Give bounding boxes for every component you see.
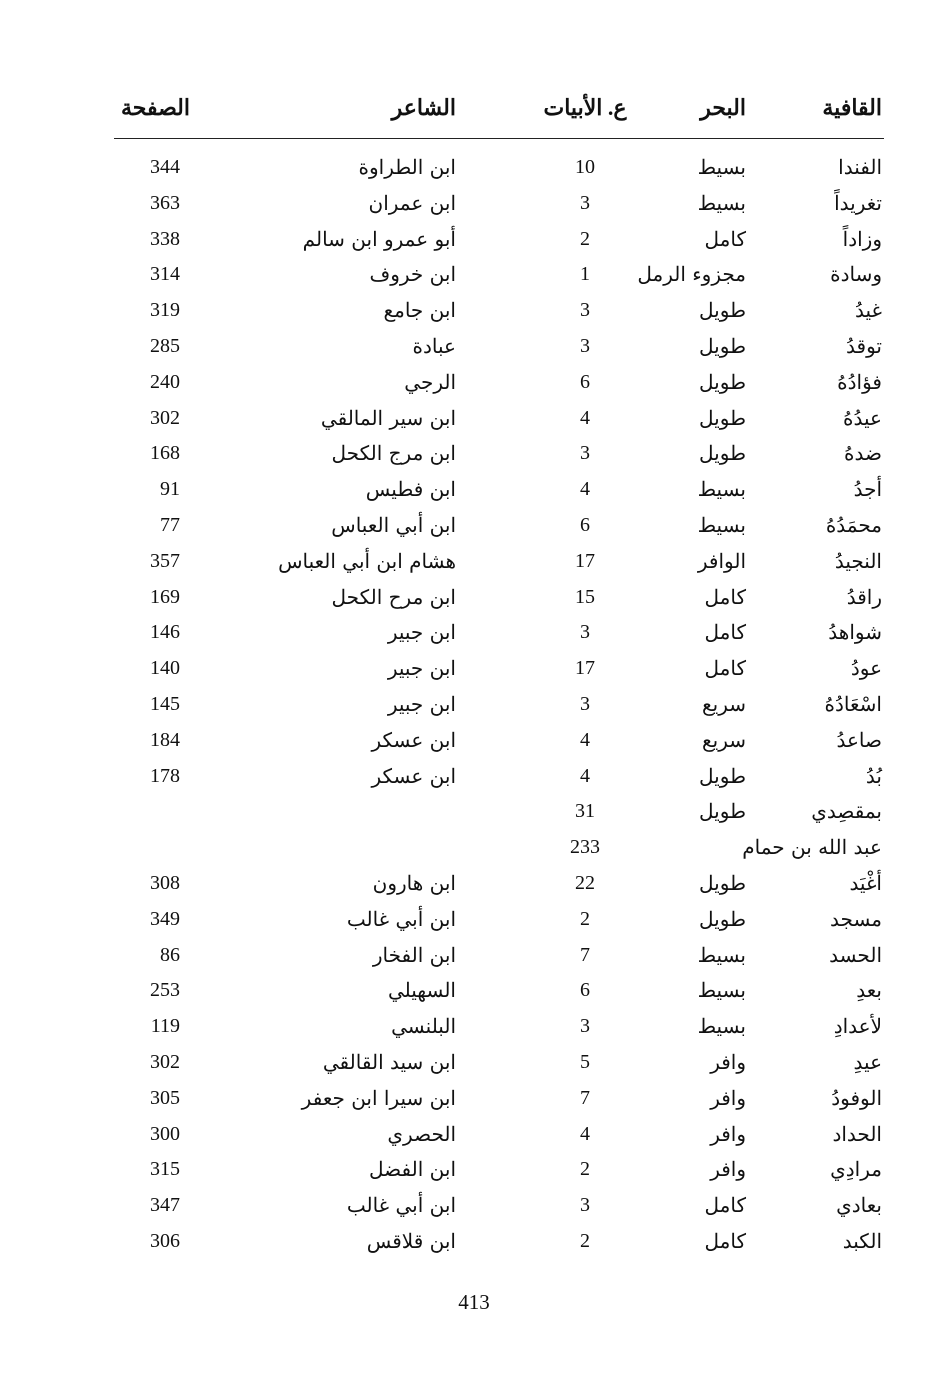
table-row [0, 150, 948, 184]
row-page: 319 [150, 299, 180, 322]
row-verse-count: 6 [580, 979, 590, 1002]
row-verse-count: 1 [580, 263, 590, 286]
row-qafiya: تغريداً [834, 190, 882, 215]
row-poet: ابن الفضل [369, 1157, 456, 1182]
row-bahr: كامل [704, 226, 746, 251]
row-page: 240 [150, 370, 180, 393]
row-qafiya: بُدُ [865, 763, 882, 788]
row-bahr: الوافر [697, 548, 746, 573]
row-verse-count: 17 [575, 657, 595, 680]
row-page: 338 [150, 227, 180, 250]
row-verse-count: 17 [575, 549, 595, 572]
row-verse-count: 4 [580, 478, 590, 501]
row-qafiya: أغْيَد [849, 871, 882, 895]
row-verse-count: 22 [575, 872, 595, 894]
row-page: 145 [150, 693, 180, 715]
row-verse-count: 15 [575, 585, 595, 608]
row-qafiya: توقدُ [846, 334, 882, 358]
row-verse-count: 2 [580, 1230, 590, 1252]
table-row [0, 973, 948, 1007]
row-qafiya: محمَدُهُ [825, 513, 882, 537]
row-bahr: وافر [710, 1157, 746, 1182]
row-page: 86 [160, 943, 180, 966]
row-page: 302 [150, 1051, 180, 1073]
row-qafiya: غيدُ [855, 298, 882, 323]
row-verse-count: 2 [580, 907, 590, 930]
row-poet: ابن جبير [387, 620, 456, 645]
table-row [0, 401, 948, 435]
table-row [0, 1188, 948, 1222]
table-row [0, 186, 948, 220]
table-row [0, 1081, 948, 1115]
row-poet: البلنسي [391, 1014, 456, 1039]
row-verse-count: 6 [580, 514, 590, 536]
header-bahr: البحر [700, 95, 746, 121]
table-row [0, 723, 948, 757]
table-row [0, 580, 948, 614]
row-verse-count: 3 [580, 335, 590, 357]
row-bahr: بسيط [697, 978, 746, 1003]
table-row [0, 365, 948, 399]
row-poet: ابن مرح الكحل [331, 584, 456, 609]
row-bahr: طويل [699, 799, 746, 824]
row-verse-count: 3 [580, 1015, 590, 1038]
row-bahr: طويل [699, 441, 746, 466]
row-verse-count: 3 [580, 299, 590, 322]
row-poet: ابن مرج الكحل [331, 441, 456, 466]
row-bahr: سريع [701, 727, 746, 752]
row-qafiya: الحداد [832, 1121, 882, 1146]
row-verse-count: 2 [580, 1158, 590, 1181]
row-poet: الرجي [404, 369, 456, 394]
row-verse-count: 6 [580, 370, 590, 393]
row-bahr: بسيط [697, 155, 746, 179]
row-verse-count: 3 [580, 191, 590, 214]
table-row [0, 329, 948, 363]
row-qafiya: الكبد [842, 1229, 882, 1253]
row-page: 140 [150, 657, 180, 680]
row-bahr: طويل [699, 906, 746, 931]
row-qafiya: عودُ [850, 656, 882, 681]
row-poet: ابن سيرا ابن جعفر [301, 1085, 456, 1110]
row-verse-count: 233 [570, 836, 600, 859]
row-poet: ابن خروف [369, 262, 456, 287]
row-poet: ابن الفخار [372, 942, 456, 967]
table-row [0, 866, 948, 900]
row-qafiya: ضدهُ [844, 441, 882, 466]
row-poet: ابن عمران [368, 190, 456, 215]
row-poet: الحصري [387, 1121, 456, 1146]
row-bahr: وافر [710, 1085, 746, 1110]
row-poet: ابن جبير [387, 692, 456, 716]
row-qafiya: الفندا [838, 155, 882, 179]
table-header [0, 88, 948, 128]
row-verse-count: 3 [580, 442, 590, 465]
row-bahr: طويل [699, 298, 746, 323]
row-page: 119 [150, 1015, 180, 1038]
row-section-label: عبد الله بن حمام [742, 835, 882, 860]
row-page: 146 [150, 621, 180, 644]
row-page: 253 [150, 979, 180, 1002]
row-verse-count: 4 [580, 406, 590, 429]
row-bahr: بسيط [697, 190, 746, 215]
row-bahr: طويل [699, 871, 746, 895]
row-qafiya: النجيدُ [834, 548, 882, 573]
row-bahr: طويل [699, 334, 746, 358]
row-qafiya: مرادِي [830, 1157, 882, 1182]
row-page: 315 [150, 1158, 180, 1181]
table-row [0, 651, 948, 685]
row-qafiya: الحسد [829, 942, 882, 967]
row-poet: ابن عسكر [371, 727, 456, 752]
row-page: 168 [150, 442, 180, 465]
table-row [0, 1152, 948, 1186]
row-qafiya: فؤادُهُ [837, 369, 882, 394]
row-bahr: بسيط [697, 942, 746, 967]
row-bahr: طويل [699, 763, 746, 788]
row-page: 302 [150, 406, 180, 429]
row-poet: ابن الطراوة [358, 155, 456, 179]
table-row [0, 508, 948, 542]
row-page: 184 [150, 728, 180, 751]
row-poet: ابن أبي العباس [331, 513, 456, 537]
row-qafiya: عيدِ [853, 1050, 882, 1074]
row-poet: أبو عمرو ابن سالم [302, 226, 456, 251]
row-bahr: كامل [704, 1193, 746, 1218]
row-bahr: طويل [699, 405, 746, 430]
row-page: 314 [150, 263, 180, 286]
row-page: 77 [160, 514, 180, 536]
row-page: 357 [150, 549, 180, 572]
row-qafiya: صاعدُ [836, 727, 882, 752]
table-row [0, 293, 948, 327]
row-page: 347 [150, 1194, 180, 1217]
row-poet: ابن أبي غالب [346, 1193, 456, 1218]
page-number: 413 [458, 1290, 490, 1314]
table-row [0, 1117, 948, 1151]
row-qafiya: راقدُ [846, 584, 882, 609]
header-verse-count: ع. الأبيات [543, 95, 627, 120]
row-verse-count: 4 [580, 764, 590, 787]
table-row [0, 902, 948, 936]
row-page: 169 [150, 585, 180, 608]
row-page: 349 [150, 907, 180, 930]
row-poet: ابن جبير [387, 656, 456, 681]
row-poet: ابن جامع [383, 298, 456, 323]
header-page: الصفحة [120, 95, 190, 121]
row-poet: ابن سيد القالقي [322, 1050, 456, 1074]
row-page: 285 [150, 335, 180, 357]
row-bahr: وافر [710, 1050, 746, 1074]
header-divider [114, 138, 884, 139]
row-page: 305 [150, 1086, 180, 1109]
table-row [0, 222, 948, 256]
header-poet: الشاعر [391, 95, 456, 121]
row-poet: السهيلي [387, 978, 456, 1003]
row-verse-count: 4 [580, 1122, 590, 1145]
row-bahr: كامل [704, 584, 746, 609]
row-bahr: كامل [704, 620, 746, 645]
row-qafiya: شواهدُ [828, 620, 882, 645]
row-qafiya: الوفودُ [831, 1085, 882, 1110]
row-bahr: بسيط [697, 477, 746, 502]
row-verse-count: 3 [580, 621, 590, 644]
row-page: 300 [150, 1122, 180, 1145]
table-row [0, 257, 948, 291]
row-bahr: بسيط [697, 1014, 746, 1039]
table-row [0, 544, 948, 578]
row-verse-count: 10 [575, 156, 595, 178]
row-page: 344 [150, 156, 180, 178]
table-row [0, 830, 948, 864]
row-poet: عبادة [412, 334, 456, 358]
row-poet: ابن هارون [372, 871, 456, 895]
row-page: 363 [150, 191, 180, 214]
row-verse-count: 5 [580, 1051, 590, 1073]
row-qafiya: مسجد [830, 906, 882, 931]
row-qafiya: عيدُهُ [843, 405, 882, 430]
row-bahr: طويل [699, 369, 746, 394]
table-row [0, 759, 948, 793]
row-poet: ابن أبي غالب [346, 906, 456, 931]
row-qafiya: بعدِ [856, 978, 882, 1003]
row-qafiya: وسادة [830, 262, 882, 287]
row-verse-count: 31 [575, 800, 595, 823]
table-row [0, 472, 948, 506]
row-qafiya: اسْعَادُهُ [824, 692, 882, 716]
row-bahr: بسيط [697, 513, 746, 537]
row-page: 178 [150, 764, 180, 787]
row-bahr: مجزوء الرمل [637, 262, 746, 287]
row-bahr: سريع [701, 692, 746, 716]
row-qafiya: وزاداً [842, 226, 882, 251]
table-row [0, 1009, 948, 1043]
row-poet: ابن عسكر [371, 763, 456, 788]
table-row [0, 1224, 948, 1258]
row-qafiya: بعادي [836, 1193, 882, 1218]
row-poet: ابن سير المالقي [320, 405, 456, 430]
row-qafiya: أجدُ [853, 477, 882, 502]
row-verse-count: 7 [580, 943, 590, 966]
row-page: 91 [160, 478, 180, 501]
row-verse-count: 4 [580, 728, 590, 751]
table-row [0, 938, 948, 972]
row-bahr: وافر [710, 1121, 746, 1146]
row-poet: هشام ابن أبي العباس [278, 548, 456, 573]
row-page: 308 [150, 872, 180, 894]
row-verse-count: 3 [580, 1194, 590, 1217]
table-row [0, 1045, 948, 1079]
row-bahr: كامل [704, 1229, 746, 1253]
row-bahr: كامل [704, 656, 746, 681]
row-page: 306 [150, 1230, 180, 1252]
row-poet: ابن فطيس [365, 477, 456, 502]
table-row [0, 794, 948, 828]
row-verse-count: 3 [580, 693, 590, 715]
table-row [0, 436, 948, 470]
row-qafiya: لأعدادِ [833, 1014, 882, 1039]
table-row [0, 687, 948, 721]
row-verse-count: 7 [580, 1086, 590, 1109]
row-verse-count: 2 [580, 227, 590, 250]
header-qafiya: القافية [822, 95, 882, 121]
row-qafiya: بمقصِدي [811, 799, 882, 824]
row-poet: ابن قلاقس [366, 1229, 456, 1253]
table-row [0, 615, 948, 649]
